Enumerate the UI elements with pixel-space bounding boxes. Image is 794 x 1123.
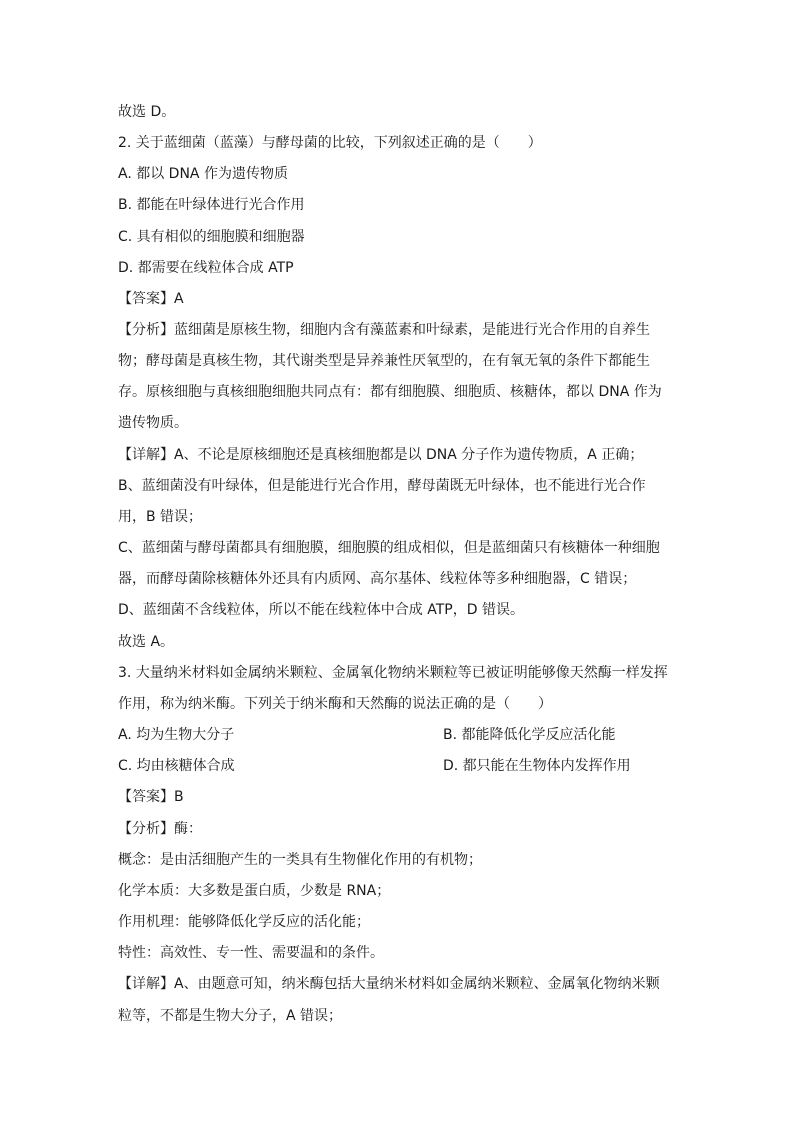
analysis-line: 【分析】蓝细菌是原核生物，细胞内含有藻蓝素和叶绿素，是能进行光合作用的自养生 [118, 322, 650, 338]
analysis-line: 【分析】酶： [118, 821, 202, 837]
question-3-stem: 作用，称为纳米酶。下列关于纳米酶和天然酶的说法正确的是（ ） [118, 696, 552, 712]
explanation-line: 器，而酵母菌除核糖体外还具有内质网、高尔基体、线粒体等多种细胞器，C 错误； [118, 571, 637, 587]
analysis-line: 作用机理：能够降低化学反应的活化能； [118, 914, 370, 930]
explanation-line: 【详解】A、不论是原核细胞还是真核细胞都是以 DNA 分子作为遗传物质，A 正确； [118, 447, 644, 463]
question-3-option-c: C. 均由核糖体合成 [118, 758, 235, 774]
explanation-line: D、蓝细菌不含线粒体，所以不能在线粒体中合成 ATP，D 错误。 [118, 602, 524, 618]
text-line: 故选 D。 [118, 104, 176, 120]
analysis-line: 化学本质：大多数是蛋白质，少数是 RNA； [118, 883, 391, 899]
analysis-line: 特性：高效性、专一性、需要温和的条件。 [118, 945, 384, 961]
analysis-line: 遗传物质。 [118, 415, 188, 431]
question-2-option-a: A. 都以 DNA 作为遗传物质 [118, 166, 288, 182]
question-3-option-d: D. 都只能在生物体内发挥作用 [443, 758, 631, 774]
analysis-line: 物；酵母菌是真核生物，其代谢类型是异养兼性厌氧型的，在有氧无氧的条件下都能生 [118, 353, 650, 369]
explanation-line: C、蓝细菌与酵母菌都具有细胞膜，细胞膜的组成相似，但是蓝细菌只有核糖体一种细胞 [118, 540, 660, 556]
question-2-option-d: D. 都需要在线粒体合成 ATP [118, 260, 294, 276]
answer-line: 【答案】B [118, 789, 184, 805]
question-3-option-b: B. 都能降低化学反应活化能 [443, 727, 616, 743]
question-2-stem: 2. 关于蓝细菌（蓝藻）与酵母菌的比较，下列叙述正确的是（ ） [118, 135, 542, 151]
text-line: 故选 A。 [118, 634, 175, 650]
explanation-line: B、蓝细菌没有叶绿体，但是能进行光合作用，酵母菌既无叶绿体，也不能进行光合作 [118, 478, 646, 494]
question-2-option-b: B. 都能在叶绿体进行光合作用 [118, 197, 305, 213]
explanation-line: 【详解】A、由题意可知，纳米酶包括大量纳米材料如金属纳米颗粒、金属氧化物纳米颗 [118, 976, 660, 992]
question-3-stem: 3. 大量纳米材料如金属纳米颗粒、金属氧化物纳米颗粒等已被证明能够像天然酶一样发挥 [118, 665, 668, 681]
answer-line: 【答案】A [118, 291, 184, 307]
explanation-line: 用，B 错误； [118, 509, 203, 525]
question-2-option-c: C. 具有相似的细胞膜和细胞器 [118, 229, 305, 245]
analysis-line: 存。原核细胞与真核细胞细胞共同点有：都有细胞膜、细胞质、核糖体，都以 DNA 作为 [118, 384, 662, 400]
explanation-line: 粒等，不都是生物大分子，A 错误； [118, 1008, 343, 1024]
question-3-option-a: A. 均为生物大分子 [118, 727, 235, 743]
analysis-line: 概念：是由活细胞产生的一类具有生物催化作用的有机物； [118, 852, 482, 868]
